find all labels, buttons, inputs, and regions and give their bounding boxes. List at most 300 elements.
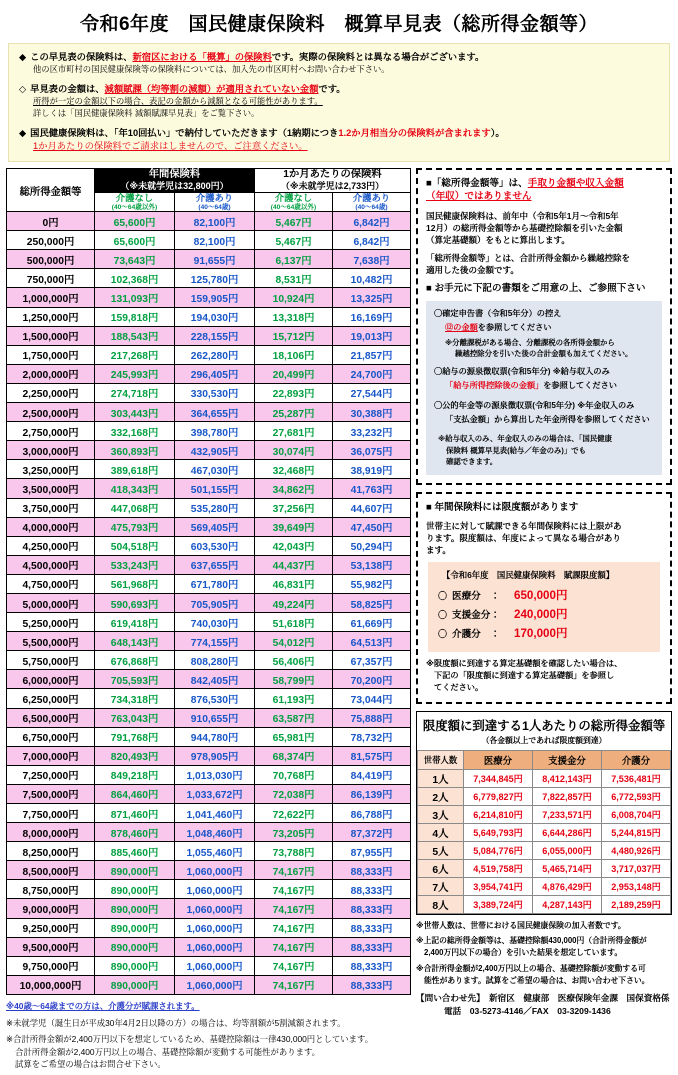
cell-household-size: 3人 bbox=[418, 805, 464, 823]
table-row bbox=[418, 859, 671, 877]
panel1-heading bbox=[426, 177, 662, 203]
table-row bbox=[7, 517, 411, 536]
header-monthly-care bbox=[333, 192, 411, 211]
panel1-body1-l1: 国民健康保険料は、前年中（令和5年1月～令和5年 bbox=[426, 210, 619, 221]
doc1-l3: ※分離課税がある場合、分離課税の各所得金額から bbox=[445, 337, 615, 347]
cell-monthly-nocare: 44,437円 bbox=[255, 555, 333, 574]
cell-annual-care: 637,655円 bbox=[175, 555, 255, 574]
footnote-3 bbox=[6, 1033, 410, 1071]
premium-table-body bbox=[7, 212, 411, 995]
bullet-diamond-icon-2: ◆ bbox=[19, 127, 27, 138]
notice-item-1 bbox=[19, 51, 659, 76]
notice-3-post: ）。 bbox=[490, 127, 505, 138]
cell-annual-care: 705,905円 bbox=[175, 593, 255, 612]
table-row bbox=[7, 536, 411, 555]
cell-medical: 7,344,845円 bbox=[464, 769, 533, 787]
header-monthly-label: 1か月あたりの保険料 bbox=[283, 169, 382, 181]
panel1-documents-box bbox=[426, 301, 662, 475]
cell-annual-nocare: 159,818円 bbox=[95, 307, 175, 326]
cell-medical: 5,084,776円 bbox=[464, 841, 533, 859]
cell-annual-care: 603,530円 bbox=[175, 536, 255, 555]
cell-annual-nocare: 217,268円 bbox=[95, 345, 175, 364]
table-row bbox=[7, 861, 411, 880]
cell-support: 6,055,000円 bbox=[533, 841, 602, 859]
table-row bbox=[7, 345, 411, 364]
cell-monthly-care: 78,732円 bbox=[333, 727, 411, 746]
cell-income: 7,750,000円 bbox=[7, 804, 95, 823]
cell-income: 7,250,000円 bbox=[7, 765, 95, 784]
cell-household-size: 7人 bbox=[418, 877, 464, 895]
cell-care: 4,480,926円 bbox=[602, 841, 671, 859]
cell-income: 500,000円 bbox=[7, 250, 95, 269]
panel1-heading-pre: ■「総所得金額等」は、 bbox=[426, 178, 528, 190]
cell-annual-care: 876,530円 bbox=[175, 689, 255, 708]
cell-monthly-care: 53,138円 bbox=[333, 555, 411, 574]
cell-monthly-care: 88,333円 bbox=[333, 975, 411, 994]
cell-annual-nocare: 871,460円 bbox=[95, 804, 175, 823]
panel2-body-l3: ます。 bbox=[426, 545, 451, 556]
br-header-persons: 世帯人数 bbox=[418, 750, 464, 769]
content-columns bbox=[0, 168, 678, 1075]
cell-monthly-nocare: 73,205円 bbox=[255, 823, 333, 842]
panel2-note-l2: 下記の「限度額に到達する算定基礎額」を参照し bbox=[434, 670, 615, 680]
notice-2-pre: 早見表の金額は、 bbox=[30, 83, 105, 94]
br-header-medical: 医療分 bbox=[464, 750, 533, 769]
cell-income: 2,750,000円 bbox=[7, 422, 95, 441]
cell-household-size: 2人 bbox=[418, 787, 464, 805]
cell-monthly-care: 6,842円 bbox=[333, 231, 411, 250]
doc1-l2 bbox=[434, 322, 654, 335]
cell-annual-care: 82,100円 bbox=[175, 231, 255, 250]
cell-monthly-care: 13,325円 bbox=[333, 288, 411, 307]
circle-icon-1: 〇 bbox=[438, 590, 448, 601]
limit-threshold-subtitle: （各金額以上であれば限度額到達） bbox=[481, 735, 607, 745]
table-row bbox=[7, 842, 411, 861]
cell-annual-nocare: 648,143円 bbox=[95, 632, 175, 651]
table-row bbox=[7, 804, 411, 823]
table-row bbox=[418, 895, 671, 913]
table-row bbox=[7, 593, 411, 612]
cell-annual-care: 774,155円 bbox=[175, 632, 255, 651]
cell-monthly-care: 88,333円 bbox=[333, 899, 411, 918]
cell-monthly-care: 30,388円 bbox=[333, 403, 411, 422]
doc4-l5: 確認できます。 bbox=[446, 457, 498, 467]
cell-annual-nocare: 890,000円 bbox=[95, 880, 175, 899]
cell-monthly-care: 81,575円 bbox=[333, 746, 411, 765]
table-row bbox=[7, 937, 411, 956]
table-row bbox=[7, 231, 411, 250]
cell-annual-nocare: 102,368円 bbox=[95, 269, 175, 288]
cell-annual-care: 569,405円 bbox=[175, 517, 255, 536]
cell-income: 6,000,000円 bbox=[7, 670, 95, 689]
cell-income: 9,750,000円 bbox=[7, 956, 95, 975]
cell-monthly-care: 33,232円 bbox=[333, 422, 411, 441]
limit-label-care: 介護分 ： bbox=[452, 629, 500, 641]
cell-monthly-nocare: 72,622円 bbox=[255, 804, 333, 823]
table-row bbox=[418, 805, 671, 823]
cell-annual-care: 1,060,000円 bbox=[175, 937, 255, 956]
cell-annual-care: 1,055,460円 bbox=[175, 842, 255, 861]
header-monthly bbox=[255, 169, 411, 193]
cell-monthly-care: 41,763円 bbox=[333, 479, 411, 498]
cell-monthly-nocare: 8,531円 bbox=[255, 269, 333, 288]
table-row bbox=[7, 727, 411, 746]
cell-income: 5,750,000円 bbox=[7, 651, 95, 670]
table-row bbox=[418, 877, 671, 895]
table-row bbox=[7, 307, 411, 326]
cell-annual-care: 978,905円 bbox=[175, 746, 255, 765]
cell-monthly-nocare: 20,499円 bbox=[255, 364, 333, 383]
cell-annual-nocare: 885,460円 bbox=[95, 842, 175, 861]
cell-annual-nocare: 890,000円 bbox=[95, 899, 175, 918]
cell-annual-nocare: 360,893円 bbox=[95, 441, 175, 460]
cell-monthly-nocare: 39,649円 bbox=[255, 517, 333, 536]
cell-annual-care: 808,280円 bbox=[175, 651, 255, 670]
cell-household-size: 6人 bbox=[418, 859, 464, 877]
cell-care: 7,536,481円 bbox=[602, 769, 671, 787]
table-row bbox=[7, 765, 411, 784]
limit-threshold-title: 限度額に到達する1人あたりの総所得金額等 bbox=[422, 718, 666, 733]
doc2-red: 「給与所得控除後の金額」 bbox=[445, 381, 544, 391]
cell-annual-care: 1,060,000円 bbox=[175, 899, 255, 918]
cell-monthly-care: 86,788円 bbox=[333, 804, 411, 823]
panel-limit-amount bbox=[416, 492, 672, 704]
cell-medical: 3,389,724円 bbox=[464, 895, 533, 913]
cell-support: 7,233,571円 bbox=[533, 805, 602, 823]
label-care-2: 介護あり bbox=[352, 192, 391, 203]
left-footnotes bbox=[6, 1000, 410, 1071]
panel2-body-l1: 世帯主に対して賦課できる年間保険料には上限があ bbox=[426, 520, 622, 531]
circle-icon-3: 〇 bbox=[438, 628, 448, 639]
panel2-heading: ■ 年間保険料には限度額があります bbox=[426, 501, 579, 513]
header-annual-note: （※未就学児は32,800円） bbox=[120, 181, 229, 192]
table-row bbox=[7, 651, 411, 670]
cell-annual-care: 1,041,460円 bbox=[175, 804, 255, 823]
panel2-note-l1: ※限度額に到達する算定基礎額を確認したい場合は、 bbox=[426, 659, 623, 669]
cell-annual-nocare: 676,868円 bbox=[95, 651, 175, 670]
cell-monthly-care: 38,919円 bbox=[333, 460, 411, 479]
table-row bbox=[7, 746, 411, 765]
cell-monthly-nocare: 61,193円 bbox=[255, 689, 333, 708]
cell-monthly-nocare: 74,167円 bbox=[255, 861, 333, 880]
br-header-support: 支援金分 bbox=[533, 750, 602, 769]
cell-support: 7,822,857円 bbox=[533, 787, 602, 805]
notice-1-post: です。実際の保険料とは異なる場合がございます。 bbox=[271, 52, 485, 62]
cell-medical: 4,519,758円 bbox=[464, 859, 533, 877]
limit-amount-medical: 650,000円 bbox=[514, 589, 568, 603]
table-row bbox=[7, 326, 411, 345]
header-annual bbox=[95, 169, 255, 193]
premium-table bbox=[6, 168, 411, 995]
table-row bbox=[7, 975, 411, 994]
table-row bbox=[7, 479, 411, 498]
doc-item-1 bbox=[434, 308, 654, 359]
notice-2-highlight: 減額賦課（均等割の減額）が適用されていない金額 bbox=[104, 83, 319, 94]
table-row bbox=[7, 212, 411, 231]
page-title: 令和6年度 国民健康保険料 概算早見表（総所得金額等） bbox=[79, 14, 599, 35]
cell-monthly-nocare: 6,137円 bbox=[255, 250, 333, 269]
br-header-care: 介護分 bbox=[602, 750, 671, 769]
cell-income: 2,250,000円 bbox=[7, 383, 95, 402]
cell-medical: 3,954,741円 bbox=[464, 877, 533, 895]
cell-monthly-nocare: 74,167円 bbox=[255, 956, 333, 975]
table-row bbox=[7, 880, 411, 899]
notice-1-pre: この早見表の保険料は、 bbox=[30, 52, 133, 62]
header-annual-label: 年間保険料 bbox=[148, 169, 201, 181]
cell-medical: 5,649,793円 bbox=[464, 823, 533, 841]
limit-amounts-box bbox=[428, 562, 660, 652]
cell-monthly-nocare: 34,862円 bbox=[255, 479, 333, 498]
cell-monthly-care: 16,169円 bbox=[333, 307, 411, 326]
cell-income: 10,000,000円 bbox=[7, 975, 95, 994]
cell-income: 7,000,000円 bbox=[7, 746, 95, 765]
cell-monthly-nocare: 46,831円 bbox=[255, 574, 333, 593]
cell-annual-care: 194,030円 bbox=[175, 307, 255, 326]
cell-income: 7,500,000円 bbox=[7, 784, 95, 803]
cell-income: 0円 bbox=[7, 212, 95, 231]
cell-monthly-nocare: 74,167円 bbox=[255, 918, 333, 937]
header-annual-nocare bbox=[95, 192, 175, 211]
cell-support: 4,287,143円 bbox=[533, 895, 602, 913]
cell-monthly-nocare: 18,106円 bbox=[255, 345, 333, 364]
cell-annual-care: 91,655円 bbox=[175, 250, 255, 269]
doc4-l4: 保険料 概算早見表(給与／年金のみ)」でも bbox=[446, 445, 587, 455]
cell-household-size: 5人 bbox=[418, 841, 464, 859]
cell-income: 5,250,000円 bbox=[7, 613, 95, 632]
notice-1-sub: 他の区市町村の国民健康保険等の保険料については、加入先の市区町村へお問い合わせ下さい。 bbox=[33, 64, 390, 75]
cell-monthly-care: 73,044円 bbox=[333, 689, 411, 708]
table-row bbox=[7, 574, 411, 593]
cell-annual-nocare: 890,000円 bbox=[95, 861, 175, 880]
cell-care: 6,772,593円 bbox=[602, 787, 671, 805]
br-footnote-2-l1: ※上記の総所得金額等は、基礎控除額430,000円（合計所得金額が bbox=[416, 936, 647, 946]
cell-income: 1,750,000円 bbox=[7, 345, 95, 364]
cell-annual-nocare: 274,718円 bbox=[95, 383, 175, 402]
cell-income: 8,750,000円 bbox=[7, 880, 95, 899]
cell-monthly-care: 24,700円 bbox=[333, 364, 411, 383]
cell-income: 250,000円 bbox=[7, 231, 95, 250]
table-row bbox=[7, 383, 411, 402]
label-care-age-2: (40～64歳) bbox=[355, 203, 388, 211]
cell-monthly-care: 86,139円 bbox=[333, 784, 411, 803]
cell-monthly-nocare: 5,467円 bbox=[255, 212, 333, 231]
cell-income: 3,000,000円 bbox=[7, 441, 95, 460]
cell-annual-care: 1,060,000円 bbox=[175, 975, 255, 994]
cell-monthly-nocare: 73,788円 bbox=[255, 842, 333, 861]
table-row bbox=[7, 784, 411, 803]
cell-income: 1,500,000円 bbox=[7, 326, 95, 345]
cell-annual-nocare: 763,043円 bbox=[95, 708, 175, 727]
table-row bbox=[7, 441, 411, 460]
doc4-l3: ※給与収入のみ、年金収入のみの場合は、「国民健康 bbox=[438, 434, 612, 444]
cell-annual-nocare: 890,000円 bbox=[95, 956, 175, 975]
table-row bbox=[7, 422, 411, 441]
contact-line1: 【問い合わせ先】 新宿区 健康部 医療保険年金課 国保資格係 bbox=[416, 993, 670, 1004]
cell-monthly-care: 88,333円 bbox=[333, 937, 411, 956]
circle-icon-2: 〇 bbox=[438, 609, 448, 620]
label-care-age-1: (40～64歳) bbox=[198, 203, 231, 211]
table-row bbox=[7, 250, 411, 269]
panel1-body1-l3: （算定基礎額）をもとに算出します。 bbox=[426, 234, 570, 245]
cell-income: 4,000,000円 bbox=[7, 517, 95, 536]
cell-income: 6,250,000円 bbox=[7, 689, 95, 708]
cell-monthly-care: 47,450円 bbox=[333, 517, 411, 536]
cell-monthly-care: 64,513円 bbox=[333, 632, 411, 651]
cell-annual-care: 1,033,672円 bbox=[175, 784, 255, 803]
cell-income: 4,500,000円 bbox=[7, 555, 95, 574]
contact-info bbox=[416, 992, 672, 1018]
cell-annual-care: 740,030円 bbox=[175, 613, 255, 632]
cell-monthly-nocare: 22,893円 bbox=[255, 383, 333, 402]
cell-monthly-nocare: 13,318円 bbox=[255, 307, 333, 326]
cell-annual-nocare: 705,593円 bbox=[95, 670, 175, 689]
label-nocare-age-1: (40～64歳以外) bbox=[111, 203, 158, 211]
cell-annual-care: 364,655円 bbox=[175, 403, 255, 422]
cell-annual-nocare: 65,600円 bbox=[95, 212, 175, 231]
label-care-1: 介護あり bbox=[195, 192, 234, 203]
cell-income: 2,500,000円 bbox=[7, 403, 95, 422]
cell-annual-nocare: 590,693円 bbox=[95, 593, 175, 612]
cell-annual-care: 159,905円 bbox=[175, 288, 255, 307]
cell-annual-nocare: 820,493円 bbox=[95, 746, 175, 765]
br-footnote-3-l2: 能性があります。試算をご希望の場合は、お問い合わせ下さい。 bbox=[424, 975, 650, 985]
cell-income: 8,500,000円 bbox=[7, 861, 95, 880]
cell-annual-nocare: 878,460円 bbox=[95, 823, 175, 842]
table-row bbox=[7, 269, 411, 288]
label-nocare-2: 介護なし bbox=[274, 192, 313, 203]
panel1-body1 bbox=[426, 210, 662, 246]
footnote-2: ※未就学児（誕生日が平成30年4月2日以降の方）の場合は、均等割額が5割減額されます。 bbox=[6, 1017, 346, 1028]
cell-annual-care: 842,405円 bbox=[175, 670, 255, 689]
cell-income: 3,250,000円 bbox=[7, 460, 95, 479]
cell-annual-nocare: 791,768円 bbox=[95, 727, 175, 746]
doc-item-2 bbox=[434, 366, 654, 392]
panel1-body2-l2: 適用した後の金額です。 bbox=[426, 264, 519, 275]
cell-annual-nocare: 619,418円 bbox=[95, 613, 175, 632]
cell-annual-nocare: 389,618円 bbox=[95, 460, 175, 479]
cell-income: 1,250,000円 bbox=[7, 307, 95, 326]
cell-monthly-care: 88,333円 bbox=[333, 918, 411, 937]
cell-support: 6,644,286円 bbox=[533, 823, 602, 841]
cell-annual-care: 1,060,000円 bbox=[175, 918, 255, 937]
cell-monthly-care: 44,607円 bbox=[333, 498, 411, 517]
limit-amount-care: 170,000円 bbox=[514, 627, 568, 641]
cell-monthly-nocare: 5,467円 bbox=[255, 231, 333, 250]
cell-income: 6,750,000円 bbox=[7, 727, 95, 746]
cell-annual-care: 330,530円 bbox=[175, 383, 255, 402]
cell-annual-care: 1,013,030円 bbox=[175, 765, 255, 784]
premium-table-head bbox=[7, 169, 411, 212]
cell-annual-care: 398,780円 bbox=[175, 422, 255, 441]
panel1-heading-red1: 手取り金額や収入金額 bbox=[527, 178, 624, 190]
panel1-heading-red2: （年収）ではありません bbox=[426, 191, 532, 203]
contact-line2: 電話 03-5273-4146／FAX 03-3209-1436 bbox=[444, 1006, 611, 1017]
cell-annual-nocare: 73,643円 bbox=[95, 250, 175, 269]
notice-2-sub2: 詳しくは「国民健康保険料 減額賦課早見表」をご覧下さい。 bbox=[33, 107, 260, 118]
doc1-post: を参照してください bbox=[477, 322, 552, 332]
panel2-body bbox=[426, 520, 662, 556]
limit-row-medical bbox=[438, 587, 650, 603]
panel1-body2-l1: 「総所得金額等」とは、合計所得金額から繰越控除を bbox=[426, 252, 631, 263]
cell-monthly-care: 87,372円 bbox=[333, 823, 411, 842]
cell-care: 5,244,815円 bbox=[602, 823, 671, 841]
cell-annual-nocare: 65,600円 bbox=[95, 231, 175, 250]
left-column bbox=[6, 168, 410, 1075]
cell-support: 8,412,143円 bbox=[533, 769, 602, 787]
table-row bbox=[418, 823, 671, 841]
table-row bbox=[7, 823, 411, 842]
panel1-body2 bbox=[426, 252, 662, 276]
cell-monthly-care: 67,357円 bbox=[333, 651, 411, 670]
table-row bbox=[7, 632, 411, 651]
table-row bbox=[7, 460, 411, 479]
cell-monthly-nocare: 25,287円 bbox=[255, 403, 333, 422]
cell-annual-nocare: 245,993円 bbox=[95, 364, 175, 383]
limit-label-support: 支援金分： bbox=[452, 610, 500, 622]
notice-box bbox=[8, 43, 670, 162]
table-row bbox=[418, 769, 671, 787]
cell-monthly-nocare: 74,167円 bbox=[255, 975, 333, 994]
doc1-red: ⑫の金額 bbox=[445, 322, 478, 332]
cell-annual-nocare: 332,168円 bbox=[95, 422, 175, 441]
cell-monthly-nocare: 51,618円 bbox=[255, 613, 333, 632]
table-row bbox=[418, 787, 671, 805]
cell-monthly-care: 10,482円 bbox=[333, 269, 411, 288]
cell-monthly-nocare: 68,374円 bbox=[255, 746, 333, 765]
panel1-body1-l2: 12月）の総所得金額等から基礎控除額を引いた金額 bbox=[426, 222, 623, 233]
cell-monthly-care: 21,857円 bbox=[333, 345, 411, 364]
cell-support: 5,465,714円 bbox=[533, 859, 602, 877]
cell-income: 8,250,000円 bbox=[7, 842, 95, 861]
cell-annual-care: 1,060,000円 bbox=[175, 956, 255, 975]
cell-annual-care: 501,155円 bbox=[175, 479, 255, 498]
label-nocare-age-2: (40～64歳以外) bbox=[270, 203, 317, 211]
br-footnote-2-l2: 2,400万円以下の場合）を引いた結果を想定しています。 bbox=[424, 948, 623, 958]
table-row bbox=[7, 364, 411, 383]
cell-income: 5,000,000円 bbox=[7, 593, 95, 612]
cell-annual-nocare: 475,793円 bbox=[95, 517, 175, 536]
cell-monthly-care: 58,825円 bbox=[333, 593, 411, 612]
table-row bbox=[418, 841, 671, 859]
cell-monthly-nocare: 56,406円 bbox=[255, 651, 333, 670]
notice-item-2 bbox=[19, 83, 659, 120]
table-row bbox=[7, 899, 411, 918]
cell-income: 5,500,000円 bbox=[7, 632, 95, 651]
cell-annual-care: 82,100円 bbox=[175, 212, 255, 231]
panel1-heading2: ■ お手元に下記の書類をご用意の上、ご参照下さい bbox=[426, 282, 646, 294]
cell-annual-care: 1,060,000円 bbox=[175, 861, 255, 880]
doc-item-3 bbox=[434, 400, 654, 426]
limit-row-support bbox=[438, 606, 650, 622]
cell-annual-nocare: 734,318円 bbox=[95, 689, 175, 708]
cell-annual-nocare: 131,093円 bbox=[95, 288, 175, 307]
cell-monthly-care: 19,013円 bbox=[333, 326, 411, 345]
br-footnote-1: ※世帯人数は、世帯における国民健康保険の加入者数です。 bbox=[416, 920, 626, 930]
cell-monthly-care: 7,638円 bbox=[333, 250, 411, 269]
cell-annual-care: 671,780円 bbox=[175, 574, 255, 593]
doc3-l2: 「支払金額」から算出した年金所得を参照してください bbox=[445, 414, 650, 424]
right-column bbox=[416, 168, 672, 1018]
cell-annual-nocare: 504,518円 bbox=[95, 536, 175, 555]
cell-annual-care: 535,280円 bbox=[175, 498, 255, 517]
cell-annual-nocare: 533,243円 bbox=[95, 555, 175, 574]
cell-annual-care: 262,280円 bbox=[175, 345, 255, 364]
table-row bbox=[7, 613, 411, 632]
notice-2-post: です。 bbox=[318, 83, 346, 94]
footnote-3-line3: 試算をご希望の場合はお問合せ下さい。 bbox=[15, 1059, 166, 1070]
limit-box-title: 【令和6年度 国民健康保険料 賦課限度額】 bbox=[442, 570, 615, 581]
panel2-note-l3: てください。 bbox=[434, 682, 484, 692]
